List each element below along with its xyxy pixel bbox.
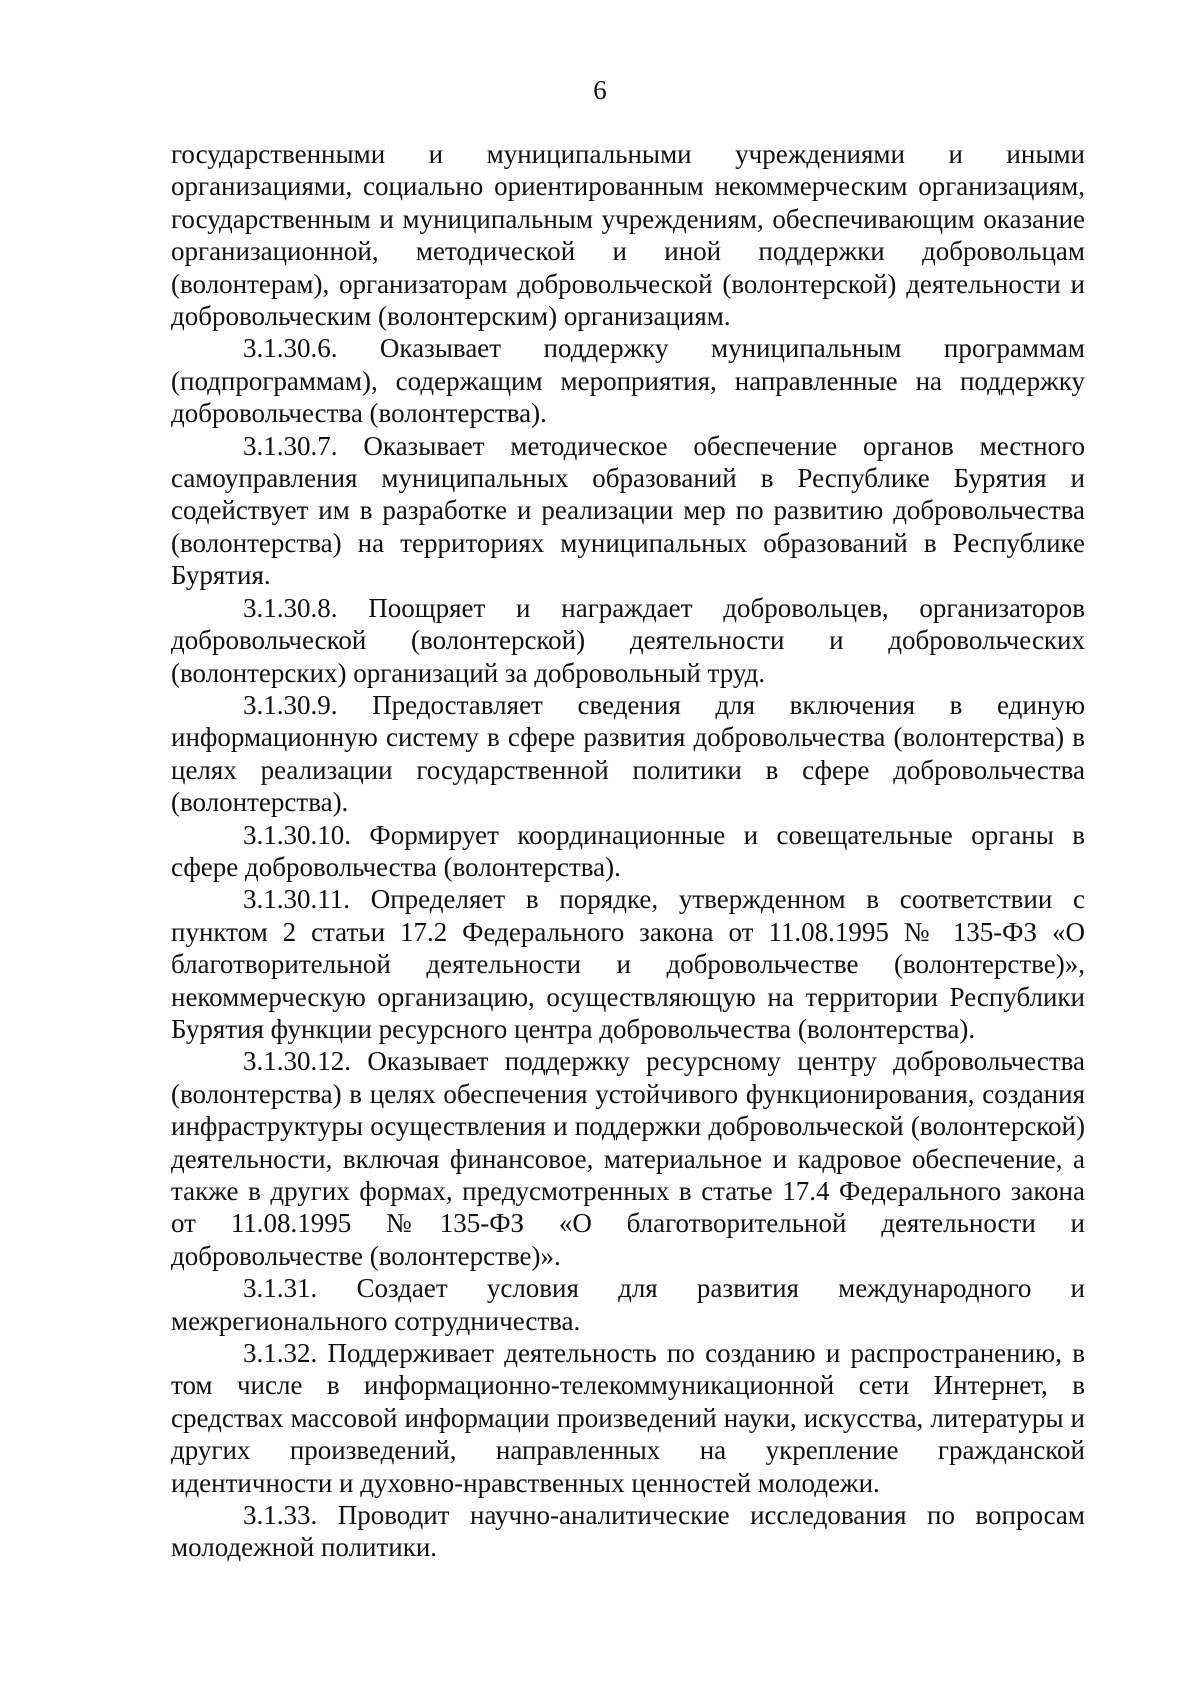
paragraph-3-1-32: 3.1.32. Поддерживает деятельность по созданию и распространению, в том числе в информационно-телекоммуникационной сети Интернет, в средствах массовой информации произведений науки, искусства, литературы и других произведений, направленных на укрепление гражданской идентичности и духовно-нравственных ценностей молодежи. [171,1338,1085,1498]
paragraph-3-1-30-9: 3.1.30.9. Предоставляет сведения для включения в единую информационную систему в сфере развития добровольчества (волонтерства) в целях реализации государственной политики в сфере добровольчества (волонтерства). [171,689,1085,818]
page-number: 6 [593,75,607,105]
paragraph-3-1-30-10: 3.1.30.10. Формирует координационные и совещательные органы в сфере добровольчества (волонтерства). [171,819,1085,882]
paragraph-3-1-30-7: 3.1.30.7. Оказывает методическое обеспечение органов местного самоуправления муниципальных образований в Республике Бурятия и содействует им в разработке и реализации мер по развитию добровольчества (волонтерства) на территориях муниципальных образований в Республике Бурятия. [171,430,1085,591]
paragraph-3-1-31: 3.1.31. Создает условия для развития международного и межрегионального сотрудничества. [171,1273,1085,1336]
paragraph-continuation: государственными и муниципальными учреждениями и иными организациями, социально ориентированным некоммерческим организациям, государственным и муниципальным учреждениям, обеспечивающим оказание организационной, методической и иной поддержки добровольцам (волонтерам), организаторам добровольческой (волонтерской) деятельности и добровольческим (волонтерским) организациям. [171,139,1085,332]
paragraph-3-1-30-6: 3.1.30.6. Оказывает поддержку муниципальным программам (подпрограммам), содержащим мероприятия, направленные на поддержку добровольчества (волонтерства). [171,333,1085,429]
paragraph-3-1-30-12: 3.1.30.12. Оказывает поддержку ресурсному центру добровольчества (волонтерства) в целях обеспечения устойчивого функционирования, создания инфраструктуры осуществления и поддержки добровольческой (волонтерской) деятельности, включая финансовое, материальное и кадровое обеспечение, а также в других формах, предусмотренных в статье 17.4 Федерального закона от 11.08.1995 №135-ФЗ «О благотворительной деятельности и добровольчестве (волонтерстве)». [171,1046,1085,1271]
paragraph-3-1-30-8: 3.1.30.8. Поощряет и награждает добровольцев, организаторов добровольческой (волонтерской) деятельности и добровольческих (волонтерских) организаций за добровольный труд. [171,592,1085,688]
document-body [171,138,1085,1564]
paragraph-3-1-33: 3.1.33. Проводит научно-аналитические исследования по вопросам молодежной политики. [171,1500,1085,1563]
paragraph-3-1-30-11: 3.1.30.11. Определяет в порядке, утвержденном в соответствии с пунктом 2 статьи 17.2 Федерального закона от 11.08.1995 № 135-ФЗ «О благотворительной деятельности и добровольчестве (волонтерстве)», некоммерческую организацию, осуществляющую на территории Республики Бурятия функции ресурсного центра добровольчества (волонтерства). [171,884,1085,1044]
